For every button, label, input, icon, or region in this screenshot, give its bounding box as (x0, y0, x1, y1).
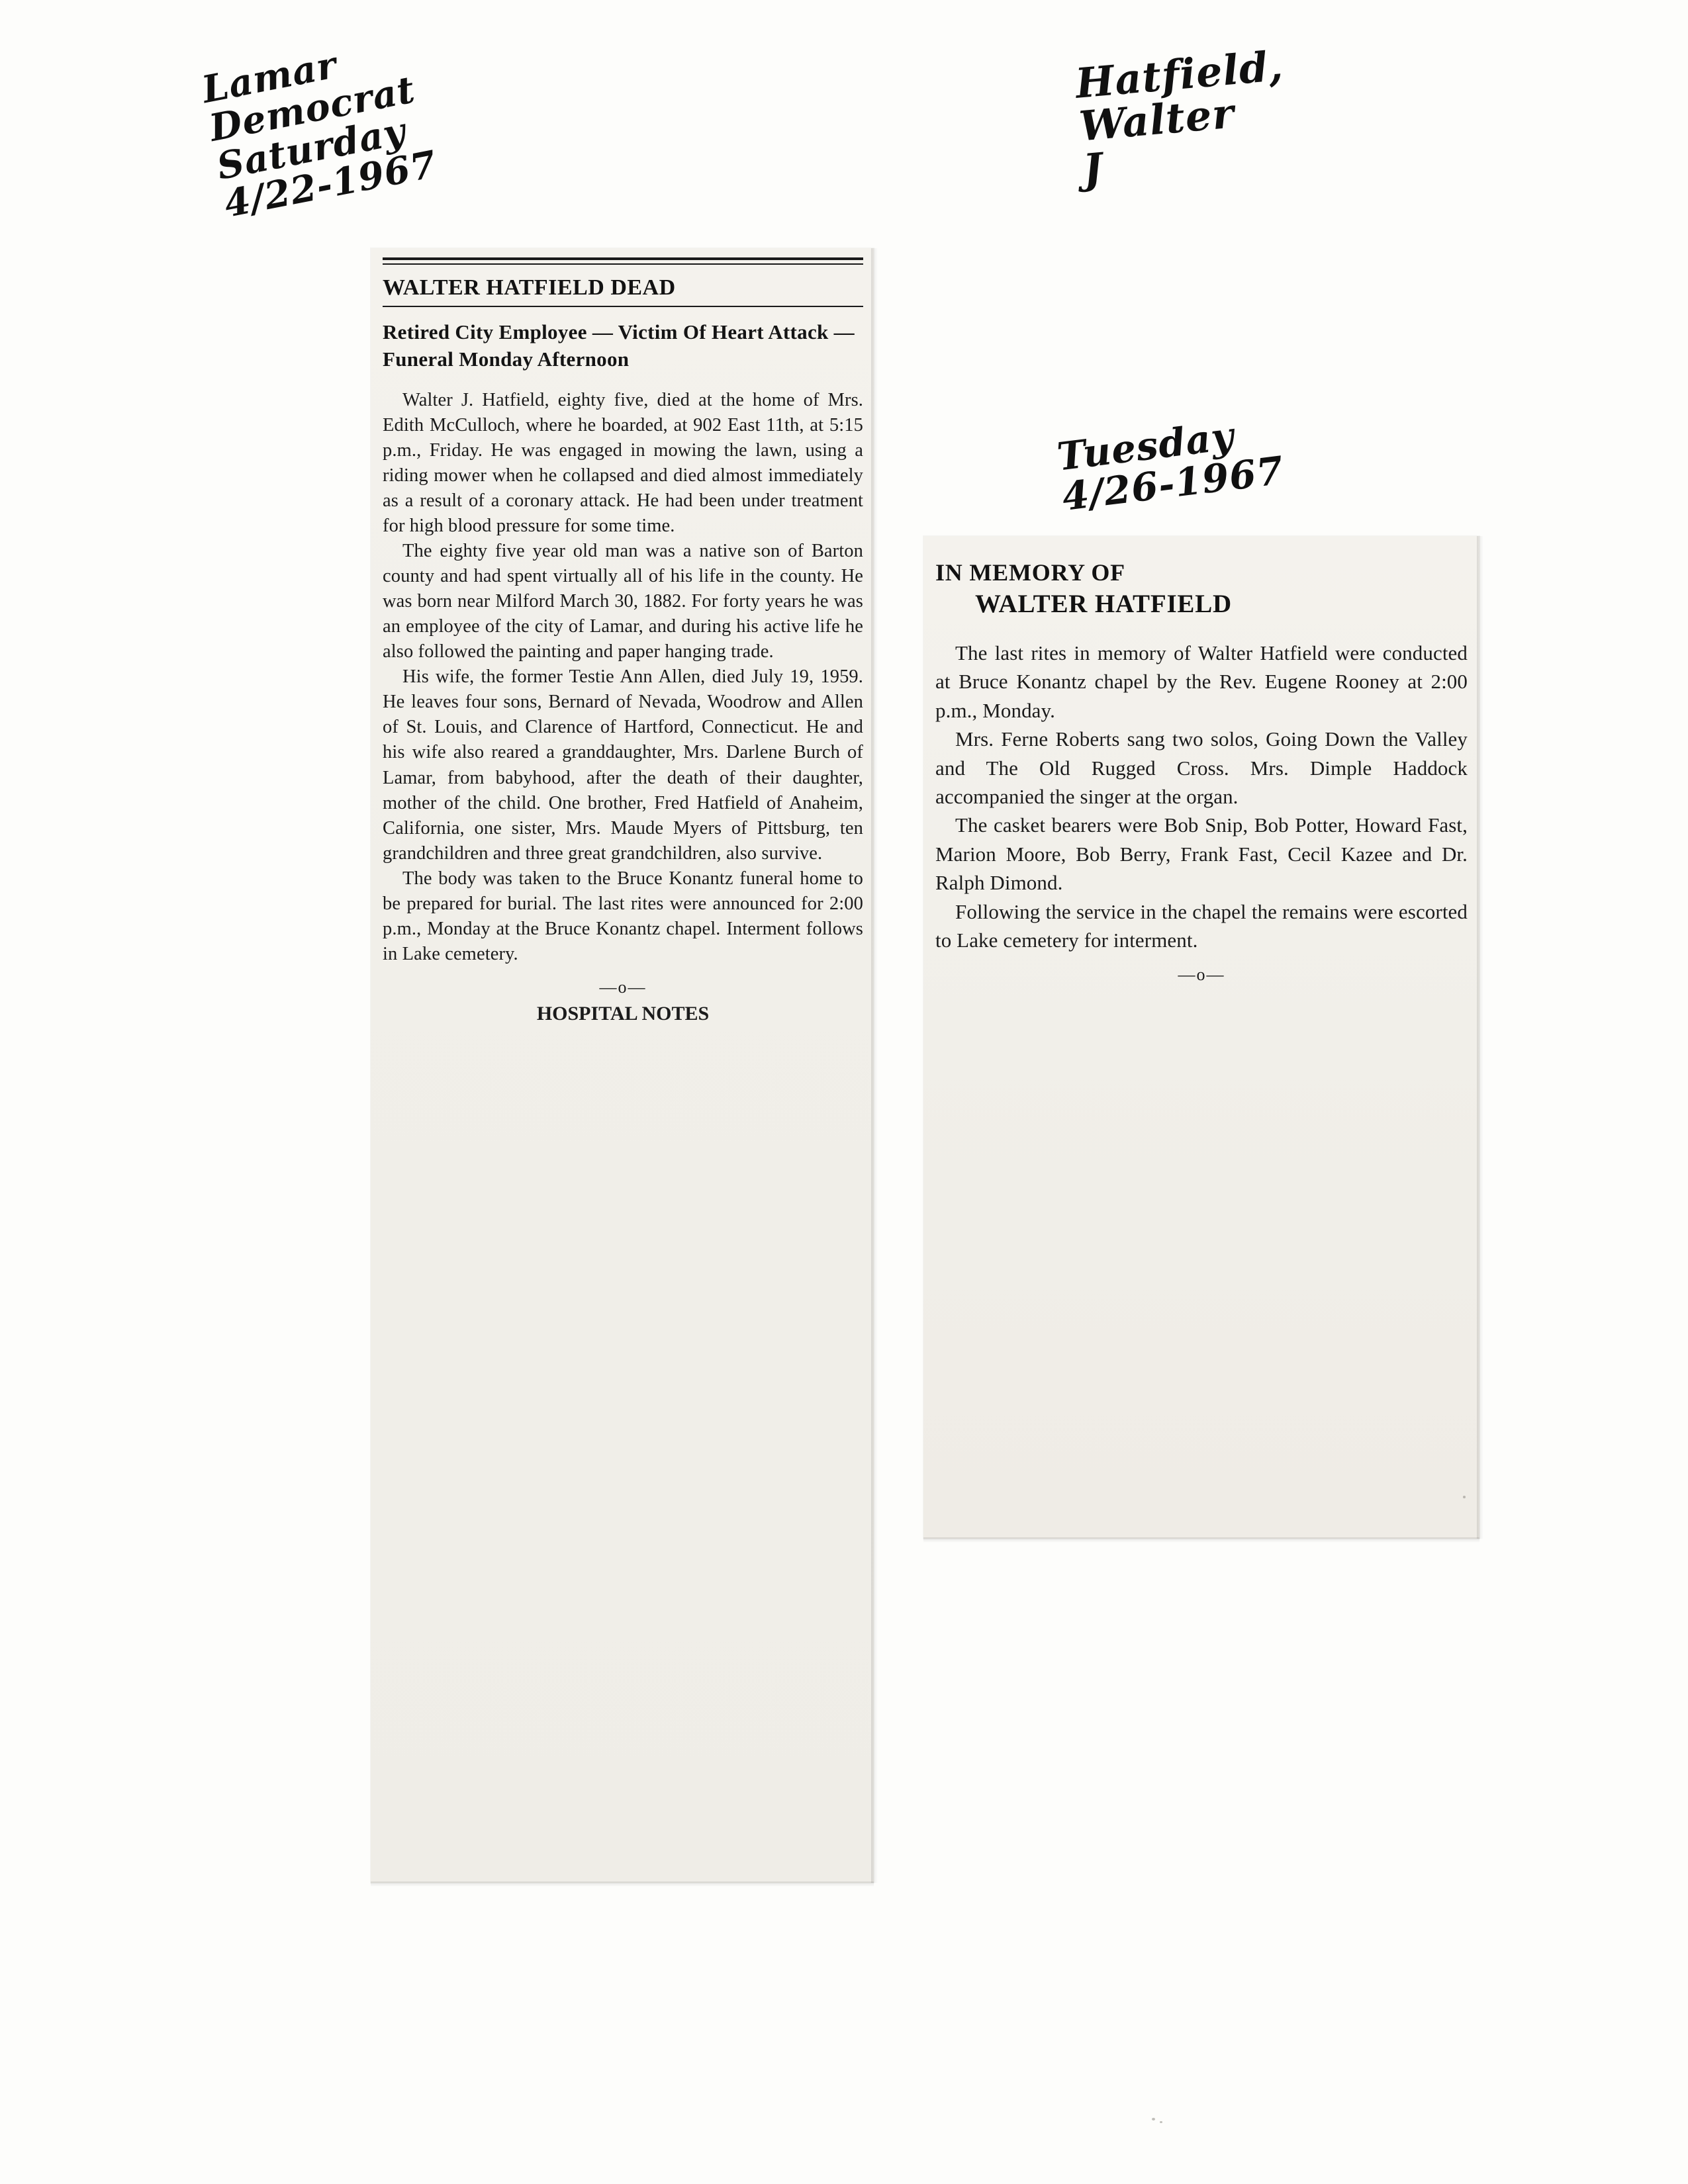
scan-speck (1152, 2118, 1155, 2120)
handwritten-second-date: Tuesday 4/26-1967 (1055, 413, 1287, 520)
obituary-paragraph: His wife, the former Testie Ann Allen, died July 19, 1959. He leaves four sons, Bernard of Nevada, Woodrow and Allen of St. Louis, and Clarence of Hartford, Connecticut. He and his wife also reared a granddaughter, Mrs. Darlene Burch of Lamar, from babyhood, after the death of their daughter, mother of the child. One brother, Fred Hatfield of Anaheim, California, one sister, Mrs. Maude Myers of Pittsburg, ten grandchildren and three great grandchildren, also survive. (383, 666, 863, 864)
clipping-edge-shadow (923, 1537, 1479, 1543)
clipping-edge-shadow (1477, 536, 1483, 1539)
top-rule (383, 257, 863, 265)
memorial-paragraph: The casket bearers were Bob Snip, Bob Potter, Howard Fast, Marion Moore, Bob Berry, Frank Fast, Cecil Kazee and Dr. Ralph Dimond. (935, 813, 1468, 895)
memorial-paragraph: The last rites in memory of Walter Hatfield were conducted at Bruce Konantz chapel by the Rev. Eugene Rooney at 2:00 p.m., Monday. (935, 641, 1468, 722)
obituary-paragraph: The body was taken to the Bruce Konantz funeral home to be prepared for burial. The last rites were announced for 2:00 p.m., Monday at the Bruce Konantz chapel. Interment follows in Lake cemetery. (383, 868, 863, 964)
obituary-paragraph: The eighty five year old man was a native son of Barton county and had spent virtually all of his life in the county. He was born near Milford March 30, 1882. For forty years he was an employee of the city of Lamar, and during his active life he also followed the painting and paper hanging trade. (383, 541, 863, 662)
memorial-headline-line1: IN MEMORY OF (935, 559, 1125, 586)
memorial-end-mark: —o— (1178, 965, 1225, 985)
cut-off-next-headline: HOSPITAL NOTES (536, 1002, 710, 1024)
clipping-edge-shadow (871, 248, 878, 1883)
handwritten-subject-name: Hatfield, Walter J (1073, 41, 1286, 194)
memorial-clipping (923, 536, 1479, 1539)
memorial-body (935, 639, 1468, 954)
obituary-clipping (371, 248, 874, 1883)
headline-rule (383, 306, 863, 307)
memorial-paragraph: Following the service in the chapel the remains were escorted to Lake cemetery for interment. (935, 899, 1468, 952)
scan-speck (1463, 1496, 1466, 1498)
clipping-edge-shadow (371, 1882, 874, 1887)
handwritten-source-note: Lamar Democrat Saturday 4/22-1967 (198, 43, 441, 227)
obituary-headline: WALTER HATFIELD DEAD (383, 275, 676, 300)
obituary-body (383, 388, 863, 967)
scan-speck (1160, 2121, 1162, 2123)
memorial-paragraph: Mrs. Ferne Roberts sang two solos, Going Down the Valley and The Old Rugged Cross. Mrs. Dimple Haddock accompanied the singer at the organ. (935, 727, 1468, 808)
memorial-headline-line2: WALTER HATFIELD (975, 590, 1233, 618)
obituary-paragraph: Walter J. Hatfield, eighty five, died at the home of Mrs. Edith McCulloch, where he boarded, at 902 East 11th, at 5:15 p.m., Friday. He was engaged in mowing the lawn, using a riding mower when he collapsed and died almost immediately as a result of a coronary attack. He had been under treatment for high blood pressure for some time. (383, 389, 863, 537)
obituary-subhead: Retired City Employee — Victim Of Heart Attack — Funeral Monday Afternoon (383, 320, 855, 371)
obituary-end-mark: —o— (599, 977, 647, 997)
